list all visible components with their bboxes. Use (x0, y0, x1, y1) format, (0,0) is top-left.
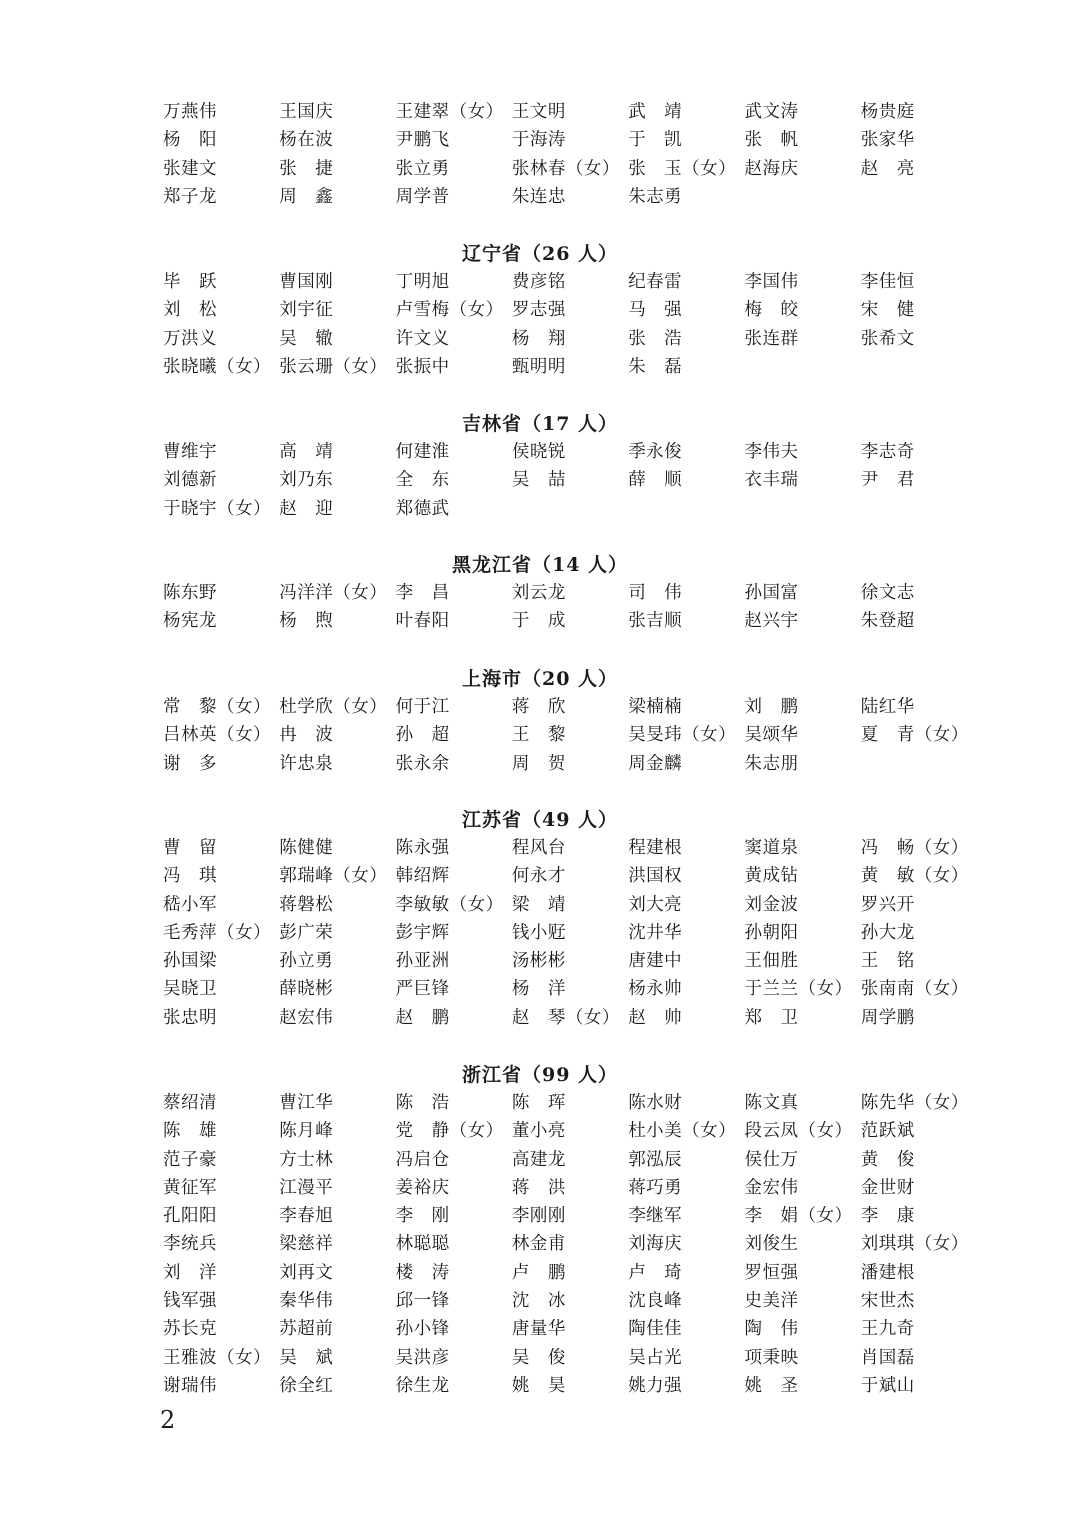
name-entry: 方士林 (279, 1149, 334, 1170)
name-entry: 武 靖 (628, 102, 683, 122)
name-entry: 项秉映 (744, 1347, 799, 1368)
name-entry: 蒋巧勇 (628, 1177, 683, 1198)
name-row (163, 919, 983, 947)
name-entry: 罗兴开 (860, 894, 915, 915)
name-entry: 刘 鹏 (744, 697, 799, 717)
name-entry: 孙立勇 (279, 951, 334, 972)
name-row (163, 947, 983, 975)
name-entry: 刘再文 (279, 1262, 334, 1283)
name-entry: 吴占光 (628, 1347, 683, 1368)
name-entry: 钱小觃 (511, 922, 566, 943)
name-entry: 常 黎（女） (163, 697, 271, 717)
name-entry: 梁楠楠 (628, 697, 683, 717)
name-entry: 李春旭 (279, 1206, 334, 1227)
name-entry: 刘俊生 (744, 1234, 799, 1255)
name-entry: 姚力强 (628, 1375, 683, 1396)
name-entry: 陈永强 (395, 838, 450, 858)
name-entry: 梅 皎 (744, 300, 799, 321)
name-entry: 于海涛 (511, 130, 566, 151)
name-entry: 李 康 (860, 1206, 915, 1227)
name-entry: 姜裕庆 (395, 1177, 450, 1198)
name-entry: 黄成钻 (744, 866, 799, 887)
name-row (163, 1146, 983, 1174)
name-entry: 于斌山 (860, 1375, 915, 1396)
name-row (163, 466, 983, 494)
name-entry: 刘宇征 (279, 300, 334, 321)
name-row (163, 1117, 983, 1145)
name-entry: 洪国权 (628, 866, 683, 887)
name-entry: 陈月峰 (279, 1121, 334, 1142)
name-entry: 赵 鹏 (395, 1007, 450, 1028)
name-entry: 沈井华 (628, 922, 683, 943)
name-entry: 曹维宇 (163, 442, 217, 462)
name-entry: 于 成 (511, 611, 566, 632)
name-entry: 陈东野 (163, 583, 217, 603)
name-entry: 严巨锋 (395, 979, 450, 1000)
name-entry: 侯晓锐 (511, 442, 566, 462)
name-entry: 孙大龙 (860, 922, 915, 943)
name-entry: 刘德新 (163, 470, 217, 491)
name-entry: 梁 靖 (511, 894, 566, 915)
name-entry: 吴 斌 (279, 1347, 334, 1368)
name-entry: 陈先华（女） (860, 1093, 969, 1113)
name-entry: 赵宏伟 (279, 1007, 334, 1028)
name-entry: 李佳恒 (860, 272, 915, 292)
name-entry: 张立勇 (395, 158, 450, 179)
name-entry: 冯洋洋（女） (279, 583, 388, 603)
name-entry: 罗恒强 (744, 1262, 799, 1283)
name-entry: 高 靖 (279, 442, 334, 462)
name-entry: 王佃胜 (744, 951, 799, 972)
name-entry: 刘大亮 (628, 894, 683, 915)
name-entry: 李 娟（女） (744, 1206, 853, 1227)
name-entry: 黄征军 (163, 1177, 217, 1198)
name-entry: 叶春阳 (395, 611, 450, 632)
name-entry: 许忠泉 (279, 753, 334, 774)
name-entry: 杨贵庭 (860, 102, 915, 122)
name-entry: 党 静（女） (395, 1121, 504, 1142)
name-row (163, 891, 983, 919)
name-entry: 王建翠（女） (395, 102, 504, 122)
name-entry: 郭泓辰 (628, 1149, 683, 1170)
name-entry: 谢瑞伟 (163, 1375, 217, 1396)
name-entry: 姚 圣 (744, 1375, 799, 1396)
name-grid-jiangsu (163, 834, 983, 1032)
name-entry: 李志奇 (860, 442, 915, 462)
name-entry: 刘金波 (744, 894, 799, 915)
name-entry: 秦华伟 (279, 1291, 334, 1312)
name-entry: 江漫平 (279, 1177, 334, 1198)
name-entry: 赵 琴（女） (511, 1007, 620, 1028)
name-entry: 李国伟 (744, 272, 799, 292)
name-entry: 杨 翔 (511, 328, 566, 349)
name-entry: 张 帆 (744, 130, 799, 151)
name-entry: 许文义 (395, 328, 450, 349)
name-entry: 于 凯 (628, 130, 683, 151)
name-entry: 李刚刚 (511, 1206, 566, 1227)
name-entry: 张连群 (744, 328, 799, 349)
name-row (163, 1202, 983, 1230)
name-entry: 周 贺 (511, 753, 566, 774)
name-entry: 蔡绍清 (163, 1093, 217, 1113)
name-entry: 吴旻玮（女） (628, 725, 737, 746)
name-entry: 刘 松 (163, 300, 217, 321)
name-entry: 郑子龙 (163, 186, 217, 207)
name-entry: 杨 煦 (279, 611, 334, 632)
name-row (163, 1344, 983, 1372)
name-row (163, 183, 983, 211)
name-row (163, 155, 983, 183)
name-entry: 赵 帅 (628, 1007, 683, 1028)
name-entry: 陈 珲 (511, 1093, 566, 1113)
name-entry: 谢 多 (163, 753, 217, 774)
name-row (163, 834, 983, 862)
name-entry: 陆红华 (860, 697, 915, 717)
name-entry: 徐全红 (279, 1375, 334, 1396)
name-entry: 赵 迎 (279, 498, 334, 519)
name-entry: 王雅波（女） (163, 1347, 271, 1368)
name-entry: 钱军强 (163, 1291, 217, 1312)
name-entry: 纪春雷 (628, 272, 683, 292)
name-entry: 陶 伟 (744, 1319, 799, 1340)
name-entry: 于兰兰（女） (744, 979, 853, 1000)
name-entry: 何永才 (511, 866, 566, 887)
name-entry: 冯 畅（女） (860, 838, 969, 858)
name-row (163, 98, 983, 126)
name-entry: 全 东 (395, 470, 450, 491)
name-entry: 曹江华 (279, 1093, 334, 1113)
name-entry: 朱连忠 (511, 186, 566, 207)
name-entry: 蒋 欣 (511, 697, 566, 717)
name-entry: 苏超前 (279, 1319, 334, 1340)
name-entry: 吴洪彦 (395, 1347, 450, 1368)
name-row (163, 438, 983, 466)
name-entry: 潘建根 (860, 1262, 915, 1283)
name-row (163, 268, 983, 296)
section-heading-shanghai: 上海市（20 人） (461, 668, 619, 690)
name-entry: 姚 昊 (511, 1375, 566, 1396)
name-entry: 邱一锋 (395, 1291, 450, 1312)
name-row (163, 750, 983, 778)
name-entry: 史美洋 (744, 1291, 799, 1312)
name-entry: 衣丰瑞 (744, 470, 799, 491)
name-entry: 刘乃东 (279, 470, 334, 491)
name-entry: 于晓宇（女） (163, 498, 271, 519)
name-entry: 沈 冰 (511, 1291, 566, 1312)
name-row (163, 579, 983, 607)
name-entry: 杨永帅 (628, 979, 683, 1000)
name-entry: 何建淮 (395, 442, 450, 462)
name-entry: 段云凤（女） (744, 1121, 853, 1142)
name-entry: 张 玉（女） (628, 158, 737, 179)
name-entry: 丁明旭 (395, 272, 450, 292)
name-entry: 刘 洋 (163, 1262, 217, 1283)
name-entry: 毛秀萍（女） (163, 922, 271, 943)
name-row (163, 1259, 983, 1287)
name-entry: 梁慈祥 (279, 1234, 334, 1255)
name-row (163, 296, 983, 324)
name-entry: 孔阳阳 (163, 1206, 217, 1227)
name-entry: 张 浩 (628, 328, 683, 349)
name-entry: 宋世杰 (860, 1291, 915, 1312)
name-entry: 赵 亮 (860, 158, 915, 179)
name-entry: 王 铭 (860, 951, 915, 972)
name-entry: 李 刚 (395, 1206, 450, 1227)
name-entry: 周金麟 (628, 753, 683, 774)
name-entry: 夏 青（女） (860, 725, 969, 746)
name-entry: 陈健健 (279, 838, 334, 858)
name-entry: 李伟夫 (744, 442, 799, 462)
name-entry: 楼 涛 (395, 1262, 450, 1283)
name-entry: 韩绍辉 (395, 866, 450, 887)
name-entry: 冉 波 (279, 725, 334, 746)
name-row (163, 353, 983, 381)
name-entry: 宋 健 (860, 300, 915, 321)
name-entry: 朱志朋 (744, 753, 799, 774)
name-entry: 程风台 (511, 838, 566, 858)
name-row (163, 862, 983, 890)
name-row (163, 1230, 983, 1258)
name-grid-continuation (163, 98, 983, 211)
name-entry: 吴颂华 (744, 725, 799, 746)
name-grid-liaoning (163, 268, 983, 381)
name-entry: 杨 洋 (511, 979, 566, 1000)
name-entry: 金世财 (860, 1177, 915, 1198)
name-entry: 刘海庆 (628, 1234, 683, 1255)
name-entry: 蒋 洪 (511, 1177, 566, 1198)
name-entry: 吴晓卫 (163, 979, 217, 1000)
name-entry: 万燕伟 (163, 102, 217, 122)
name-entry: 孙亚洲 (395, 951, 450, 972)
name-row (163, 325, 983, 353)
section-heading-zhejiang: 浙江省（99 人） (461, 1064, 619, 1086)
name-entry: 薛晓彬 (279, 979, 334, 1000)
name-entry: 徐生龙 (395, 1375, 450, 1396)
name-entry: 彭广荣 (279, 922, 334, 943)
name-entry: 曹 留 (163, 838, 217, 858)
name-entry: 刘云龙 (511, 583, 566, 603)
name-entry: 卢 鹏 (511, 1262, 566, 1283)
name-row (163, 1089, 983, 1117)
name-entry: 李 昌 (395, 583, 450, 603)
name-row (163, 1174, 983, 1202)
name-entry: 司 伟 (628, 583, 683, 603)
name-entry: 嵇小军 (163, 894, 217, 915)
name-entry: 周 鑫 (279, 186, 334, 207)
name-entry: 陈 浩 (395, 1093, 450, 1113)
name-entry: 孙小锋 (395, 1319, 450, 1340)
name-entry: 陈 雄 (163, 1121, 217, 1142)
name-entry: 陈文真 (744, 1093, 799, 1113)
name-entry: 张云珊（女） (279, 356, 388, 377)
name-entry: 程建根 (628, 838, 683, 858)
name-entry: 刘琪琪（女） (860, 1234, 969, 1255)
name-entry: 杨宪龙 (163, 611, 217, 632)
section-heading-heilongjiang: 黑龙江省（14 人） (451, 554, 629, 576)
name-entry: 赵海庆 (744, 158, 799, 179)
name-entry: 范跃斌 (860, 1121, 915, 1142)
name-entry: 肖国磊 (860, 1347, 915, 1368)
name-entry: 周学普 (395, 186, 450, 207)
name-entry: 郭瑞峰（女） (279, 866, 388, 887)
name-grid-jilin (163, 438, 983, 523)
name-entry: 张希文 (860, 328, 915, 349)
name-row (163, 1315, 983, 1343)
name-entry: 王国庆 (279, 102, 334, 122)
name-entry: 彭宇辉 (395, 922, 450, 943)
name-entry: 唐量华 (511, 1319, 566, 1340)
name-entry: 马 强 (628, 300, 683, 321)
name-entry: 董小亮 (511, 1121, 566, 1142)
name-entry: 郑德武 (395, 498, 450, 519)
name-entry: 孙朝阳 (744, 922, 799, 943)
name-entry: 高建龙 (511, 1149, 566, 1170)
name-entry: 孙国富 (744, 583, 799, 603)
name-entry: 汤彬彬 (511, 951, 566, 972)
name-entry: 吴 喆 (511, 470, 566, 491)
name-grid-zhejiang (163, 1089, 983, 1400)
name-entry: 林聪聪 (395, 1234, 450, 1255)
name-row (163, 975, 983, 1003)
name-entry: 金宏伟 (744, 1177, 799, 1198)
name-entry: 王九奇 (860, 1319, 915, 1340)
name-entry: 冯 琪 (163, 866, 217, 887)
name-entry: 沈良峰 (628, 1291, 683, 1312)
name-entry: 薛 顺 (628, 470, 683, 491)
name-entry: 李继军 (628, 1206, 683, 1227)
name-row (163, 693, 983, 721)
name-entry: 范子豪 (163, 1149, 217, 1170)
name-entry: 尹鹏飞 (395, 130, 450, 151)
name-entry: 卢 琦 (628, 1262, 683, 1283)
name-row (163, 495, 983, 523)
name-entry: 张南南（女） (860, 979, 969, 1000)
name-grid-heilongjiang (163, 579, 983, 636)
name-row (163, 607, 983, 635)
name-entry: 王 黎 (511, 725, 566, 746)
name-entry: 黄 俊 (860, 1149, 915, 1170)
name-entry: 张 捷 (279, 158, 334, 179)
name-entry: 卢雪梅（女） (395, 300, 504, 321)
name-row (163, 721, 983, 749)
name-entry: 冯启仓 (395, 1149, 450, 1170)
name-entry: 周学鹏 (860, 1007, 915, 1028)
name-entry: 毕 跃 (163, 272, 217, 292)
name-entry: 苏长克 (163, 1319, 217, 1340)
name-entry: 陶佳佳 (628, 1319, 683, 1340)
name-entry: 张永余 (395, 753, 450, 774)
name-entry: 吴 辙 (279, 328, 334, 349)
name-entry: 徐文志 (860, 583, 915, 603)
name-entry: 武文涛 (744, 102, 799, 122)
section-heading-liaoning: 辽宁省（26 人） (461, 243, 619, 265)
name-row (163, 126, 983, 154)
name-entry: 陈水财 (628, 1093, 683, 1113)
name-entry: 赵兴宇 (744, 611, 799, 632)
name-entry: 甄明明 (511, 356, 566, 377)
name-entry: 郑 卫 (744, 1007, 799, 1028)
name-entry: 黄 敏（女） (860, 866, 969, 887)
name-entry: 孙 超 (395, 725, 450, 746)
name-entry: 窦道泉 (744, 838, 799, 858)
section-heading-jiangsu: 江苏省（49 人） (461, 809, 619, 831)
name-entry: 张忠明 (163, 1007, 217, 1028)
name-entry: 朱登超 (860, 611, 915, 632)
name-entry: 林金甫 (511, 1234, 566, 1255)
name-entry: 朱志勇 (628, 186, 683, 207)
name-entry: 罗志强 (511, 300, 566, 321)
name-entry: 杨在波 (279, 130, 334, 151)
name-entry: 孙国梁 (163, 951, 217, 972)
name-row (163, 1004, 983, 1032)
name-entry: 张建文 (163, 158, 217, 179)
name-entry: 张林春（女） (511, 158, 620, 179)
name-entry: 杜小美（女） (628, 1121, 737, 1142)
name-entry: 季永俊 (628, 442, 683, 462)
name-entry: 曹国刚 (279, 272, 334, 292)
name-entry: 侯仕万 (744, 1149, 799, 1170)
name-entry: 李敏敏（女） (395, 894, 504, 915)
name-row (163, 1287, 983, 1315)
page-number: 2 (160, 1406, 176, 1434)
name-entry: 杨 阳 (163, 130, 217, 151)
name-entry: 尹 君 (860, 470, 915, 491)
name-entry: 朱 磊 (628, 356, 683, 377)
name-entry: 张吉顺 (628, 611, 683, 632)
name-entry: 张家华 (860, 130, 915, 151)
name-entry: 吴 俊 (511, 1347, 566, 1368)
name-entry: 李统兵 (163, 1234, 217, 1255)
name-entry: 唐建中 (628, 951, 683, 972)
name-entry: 吕林英（女） (163, 725, 271, 746)
name-entry: 何于江 (395, 697, 450, 717)
name-entry: 蒋磐松 (279, 894, 334, 915)
name-entry: 费彦铭 (511, 272, 566, 292)
name-entry: 张晓曦（女） (163, 356, 271, 377)
name-entry: 张振中 (395, 356, 450, 377)
name-entry: 杜学欣（女） (279, 697, 388, 717)
name-row (163, 1372, 983, 1400)
name-entry: 王文明 (511, 102, 566, 122)
section-heading-jilin: 吉林省（17 人） (461, 413, 619, 435)
name-entry: 万洪义 (163, 328, 217, 349)
name-grid-shanghai (163, 693, 983, 778)
